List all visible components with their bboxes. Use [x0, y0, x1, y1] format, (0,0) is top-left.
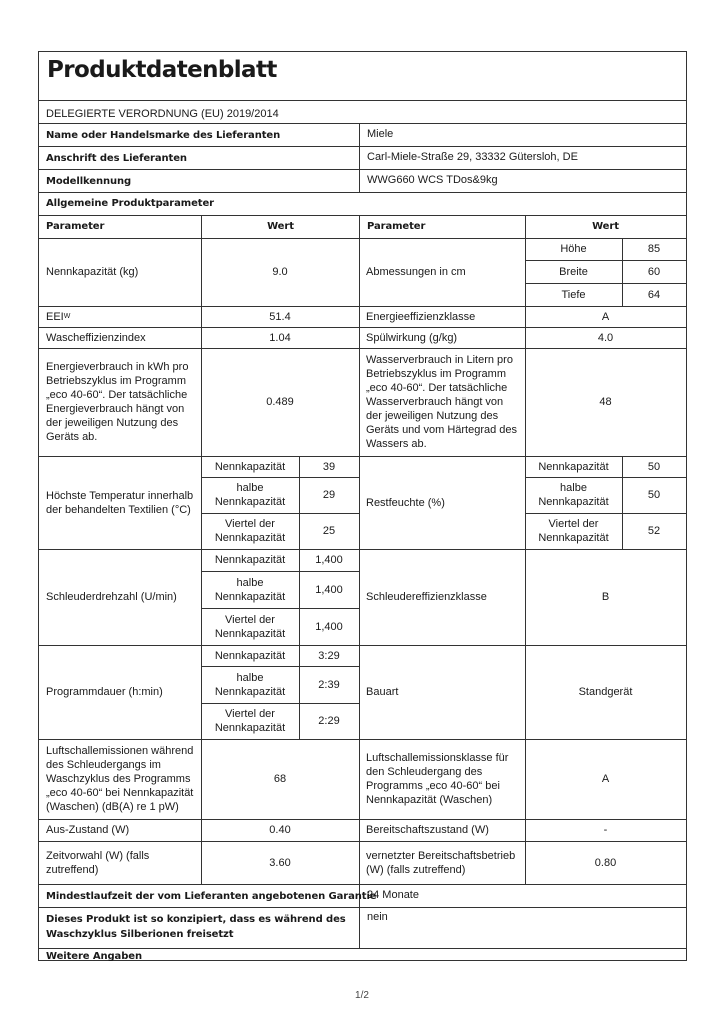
- regulation-text: DELEGIERTE VERORDNUNG (EU) 2019/2014: [46, 108, 279, 120]
- max-temp-quarter-value: 25: [322, 525, 336, 537]
- energy-class-label: Energieeffizienzklasse: [366, 310, 476, 323]
- max-temp-quarter-label: Viertel der Nennkapazität: [214, 518, 286, 544]
- rinse-label: Spülwirkung (g/kg): [366, 331, 458, 344]
- noise-label: Luftschallemissionen während des Schleudergangs im Waschzyklus des Programms „eco 40-60“ bei Nennkapazität (Waschen) (dB(A) re 1 pW): [46, 745, 194, 813]
- supplier-name-value: Miele: [367, 128, 394, 140]
- product-data-sheet: [38, 51, 687, 961]
- moisture-full-value: 50: [647, 460, 661, 473]
- moisture-quarter-label: Viertel der Nennkapazität: [538, 518, 609, 544]
- spin-full-label: Nennkapazität: [214, 554, 286, 566]
- eei-label: EEI W: [46, 310, 71, 323]
- spin-speed-label: Schleuderdrehzahl (U/min): [46, 591, 177, 603]
- max-temp-half-label: halbe Nennkapazität: [214, 482, 286, 508]
- wash-index-value: 1.04: [269, 331, 291, 344]
- spin-class-value: B: [601, 591, 610, 603]
- spin-quarter-label: Viertel der Nennkapazität: [214, 613, 286, 640]
- param-header-left: Parameter: [46, 221, 105, 232]
- spin-half-value: 1,400: [315, 583, 343, 596]
- model-value: WWG660 WCS TDos&9kg: [367, 174, 498, 186]
- supplier-address-label: Anschrift des Lieferanten: [46, 153, 187, 164]
- networked-standby-value: 0.80: [594, 856, 617, 869]
- noise-value: 68: [273, 773, 287, 785]
- spin-class-label: Schleudereffizienzklasse: [366, 591, 487, 603]
- standby-label: Bereitschaftszustand (W): [366, 824, 489, 836]
- build-type-value: Standgerät: [578, 686, 633, 698]
- energy-consumption-value: 0.489: [266, 396, 294, 408]
- depth-value: 64: [647, 288, 661, 301]
- spin-quarter-value: 1,400: [315, 620, 343, 633]
- networked-standby-label: vernetzter Bereitschaftsbetrieb (W) (falls zutreffend): [366, 849, 516, 876]
- supplier-address-value: Carl-Miele-Straße 29, 33332 Gütersloh, DE: [367, 151, 578, 163]
- duration-half-value: 2:39: [318, 678, 340, 691]
- delay-start-value: 3.60: [269, 856, 291, 869]
- width-label: Breite: [559, 265, 588, 278]
- spin-full-value: 1,400: [315, 554, 343, 566]
- max-temp-full-value: 39: [322, 460, 336, 473]
- depth-label: Tiefe: [561, 288, 586, 301]
- silver-ions-label: Dieses Produkt ist so konzipiert, dass es während des Waschzyklus Silberionen freisetzt: [46, 914, 346, 940]
- model-label: Modellkennung: [46, 176, 132, 187]
- delay-start-label: Zeitvorwahl (W) (falls zutreffend): [46, 849, 150, 876]
- max-temp-label: Höchste Temperatur innerhalb der behandelten Textilien (°C): [46, 489, 194, 516]
- moisture-full-label: Nennkapazität: [538, 460, 609, 473]
- page-title: Produktdatenblatt: [47, 57, 277, 83]
- silver-ions-value: nein: [367, 911, 388, 923]
- value-header-left: Wert: [267, 221, 294, 232]
- build-type-label: Bauart: [366, 686, 399, 698]
- dimensions-label: Abmessungen in cm: [366, 266, 466, 278]
- spin-half-label: halbe Nennkapazität: [214, 576, 286, 603]
- moisture-half-value: 50: [647, 489, 661, 501]
- general-parameters-header: Allgemeine Produktparameter: [46, 198, 214, 209]
- further-info-header: Weitere Angaben: [46, 951, 142, 962]
- guarantee-label: Mindestlaufzeit der vom Lieferanten angebotenen Garantie: [46, 891, 377, 902]
- value-header-right: Wert: [592, 221, 619, 232]
- energy-consumption-label: Energieverbrauch in kWh pro Betriebszyklus im Programm „eco 40-60“. Der tatsächliche Energieverbrauch hängt von der jeweiligen Nutzung des Geräts ab.: [46, 361, 189, 443]
- water-consumption-label: Wasserverbrauch in Litern pro Betriebszyklus im Programm „eco 40-60“. Der tatsächliche Wasserverbrauch hängt von der jeweiligen Nutzung des Geräts und vom Härtegrad des Wassers ab.: [366, 354, 518, 450]
- program-duration-label: Programmdauer (h:min): [46, 686, 163, 698]
- guarantee-value: 24 Monate: [367, 889, 419, 901]
- height-label: Höhe: [560, 243, 587, 255]
- standby-value: -: [603, 824, 608, 836]
- noise-class-label: Luftschallemissionsklasse für den Schleudergang des Programms „eco 40-60“ bei Nennkapazität (Waschen): [366, 752, 509, 806]
- off-mode-value: 0.40: [269, 824, 291, 836]
- rated-capacity-value: 9.0: [272, 266, 288, 278]
- moisture-quarter-value: 52: [647, 525, 661, 537]
- max-temp-half-value: 29: [322, 489, 336, 501]
- water-consumption-value: 48: [599, 396, 612, 408]
- rinse-value: 4.0: [597, 331, 614, 344]
- duration-full-label: Nennkapazität: [214, 649, 286, 662]
- max-temp-full-label: Nennkapazität: [214, 460, 286, 473]
- duration-quarter-value: 2:29: [318, 715, 340, 727]
- duration-quarter-label: Viertel der Nennkapazität: [214, 708, 286, 734]
- eei-value: 51.4: [269, 310, 291, 323]
- rated-capacity-label: Nennkapazität (kg): [46, 266, 139, 278]
- moisture-half-label: halbe Nennkapazität: [538, 482, 609, 508]
- height-value: 85: [647, 243, 661, 255]
- off-mode-label: Aus-Zustand (W): [46, 824, 130, 836]
- energy-class-value: A: [601, 310, 610, 323]
- duration-half-label: halbe Nennkapazität: [214, 671, 286, 698]
- duration-full-value: 3:29: [318, 649, 340, 662]
- noise-class-value: A: [601, 773, 610, 785]
- param-header-right: Parameter: [367, 221, 426, 232]
- supplier-name-label: Name oder Handelsmarke des Lieferanten: [46, 130, 281, 141]
- residual-moisture-label: Restfeuchte (%): [366, 496, 445, 509]
- wash-index-label: Wascheffizienzindex: [46, 331, 146, 344]
- width-value: 60: [647, 265, 661, 278]
- page-number: 1/2: [355, 990, 369, 1001]
